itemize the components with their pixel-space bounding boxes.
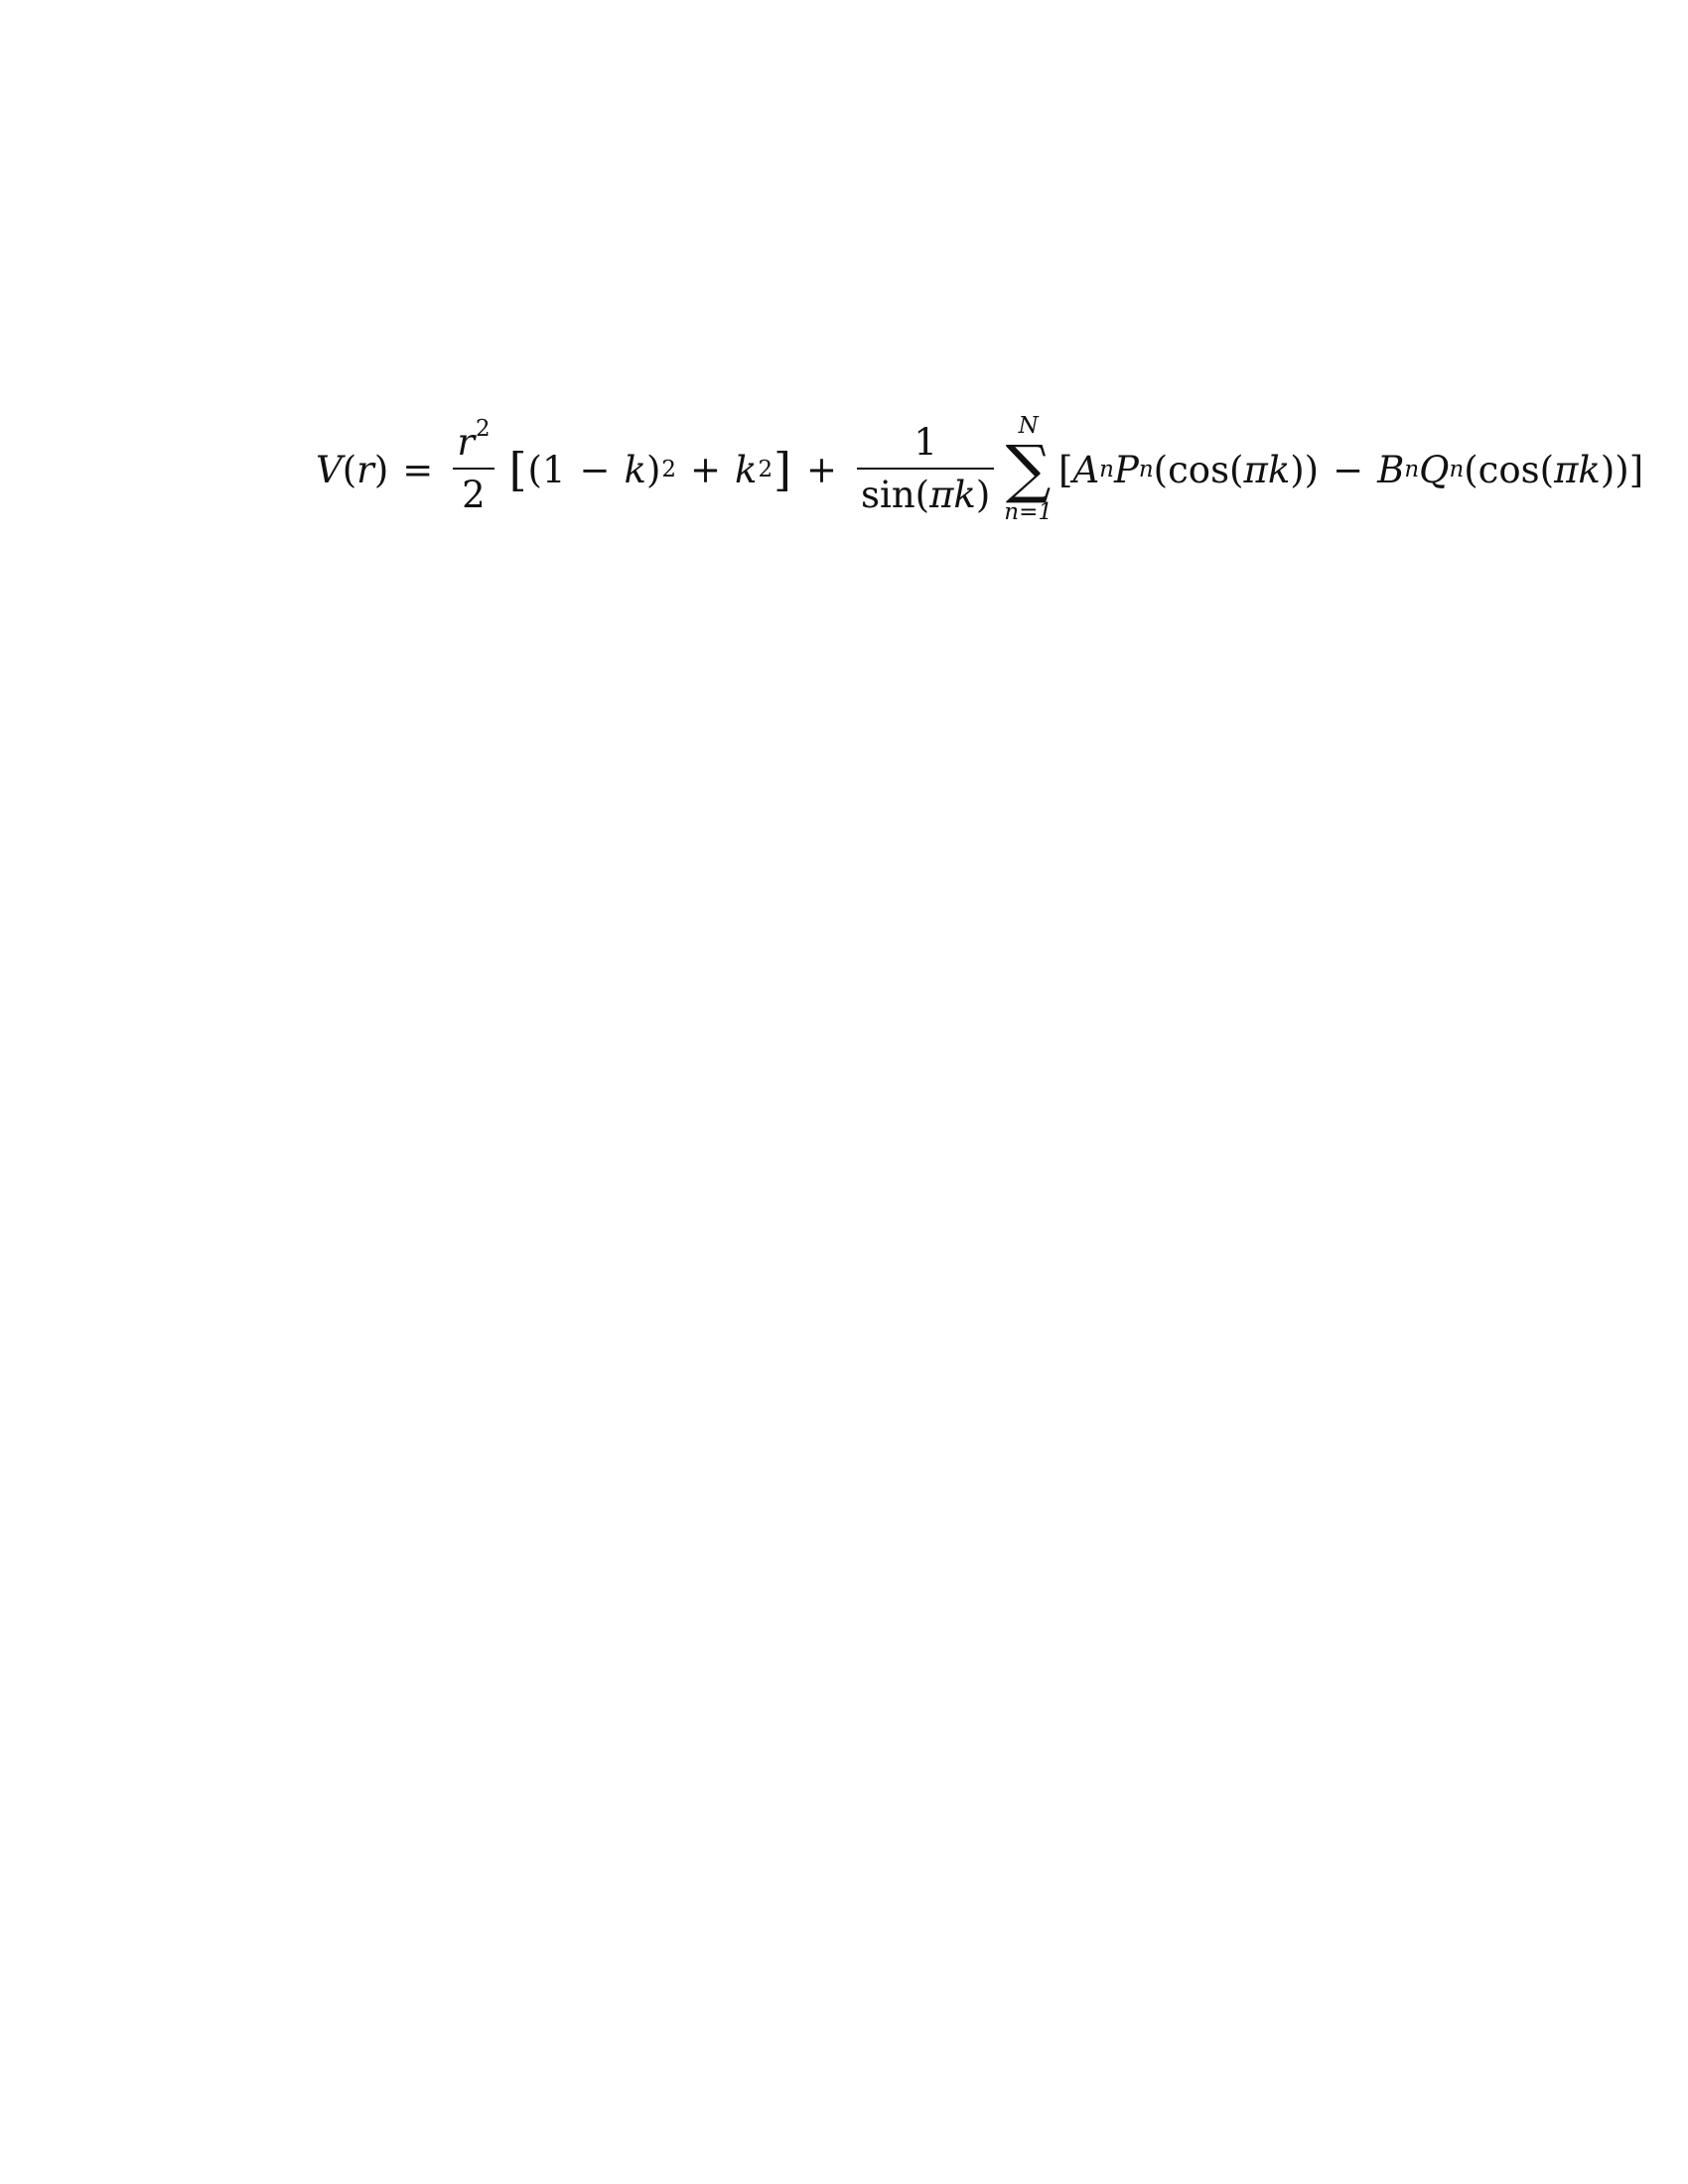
- summation-upper-limit: N: [1018, 413, 1039, 439]
- fraction-numerator: 1: [914, 421, 937, 465]
- plus-sign-main: +: [805, 448, 837, 491]
- cosine-open: (cos(: [1464, 448, 1555, 491]
- fraction-denominator: 2: [462, 474, 486, 516]
- fraction-r-squared-over-two: [453, 415, 493, 516]
- paren-close: ): [373, 448, 389, 491]
- bracket-close: ]: [1628, 448, 1644, 491]
- minus-sign: −: [1333, 448, 1364, 491]
- pi-k: πk: [1554, 448, 1601, 491]
- bracket-open: [: [508, 443, 527, 496]
- symbol-k: k: [624, 448, 646, 491]
- symbol-V: V: [316, 448, 343, 491]
- symbol-k: k: [735, 448, 758, 491]
- term-one: (1: [527, 448, 566, 491]
- pi-k: πk: [1243, 448, 1291, 491]
- bracket-close: ]: [774, 443, 791, 496]
- symbol-P: P: [1113, 448, 1139, 491]
- paren-close: ): [645, 448, 661, 491]
- paren-close: )): [1290, 448, 1320, 491]
- symbol-r: r: [457, 421, 475, 465]
- summation-lower-limit: n=1: [1004, 499, 1053, 525]
- symbol-B: B: [1377, 448, 1405, 491]
- fraction-denominator: [857, 474, 994, 516]
- bracket-open: [: [1058, 448, 1073, 491]
- symbol-A: A: [1072, 448, 1100, 491]
- symbol-r: r: [356, 448, 374, 491]
- symbol-Q: Q: [1419, 448, 1450, 491]
- potential-equation: V ( r ) = $\frac{r^2}{2}$ [ (1 − k ) 2 + k 2 ] + $\frac{1}{\sin(\pi k)}$ N ∑ n=1 [ A n P n (cos( πk )) − B n Q n (cos( πk )) ]: [316, 413, 1644, 525]
- fraction-one-over-sine: [857, 421, 994, 516]
- plus-sign: +: [690, 448, 722, 491]
- paren-close: ): [975, 474, 991, 516]
- paren-close: )): [1600, 448, 1629, 491]
- cosine-open: (cos(: [1153, 448, 1244, 491]
- exponent: 2: [476, 415, 491, 442]
- fraction-numerator: [453, 415, 493, 465]
- minus-sign: −: [579, 448, 611, 491]
- paren-open: (: [342, 448, 357, 491]
- fraction-bar: [857, 468, 994, 470]
- equals-sign: =: [402, 448, 434, 491]
- sine-function: sin(: [861, 474, 930, 516]
- pi-k: πk: [929, 474, 976, 516]
- sigma-icon: ∑: [1005, 433, 1052, 506]
- fraction-bar: [453, 468, 493, 470]
- summation: [1004, 415, 1053, 524]
